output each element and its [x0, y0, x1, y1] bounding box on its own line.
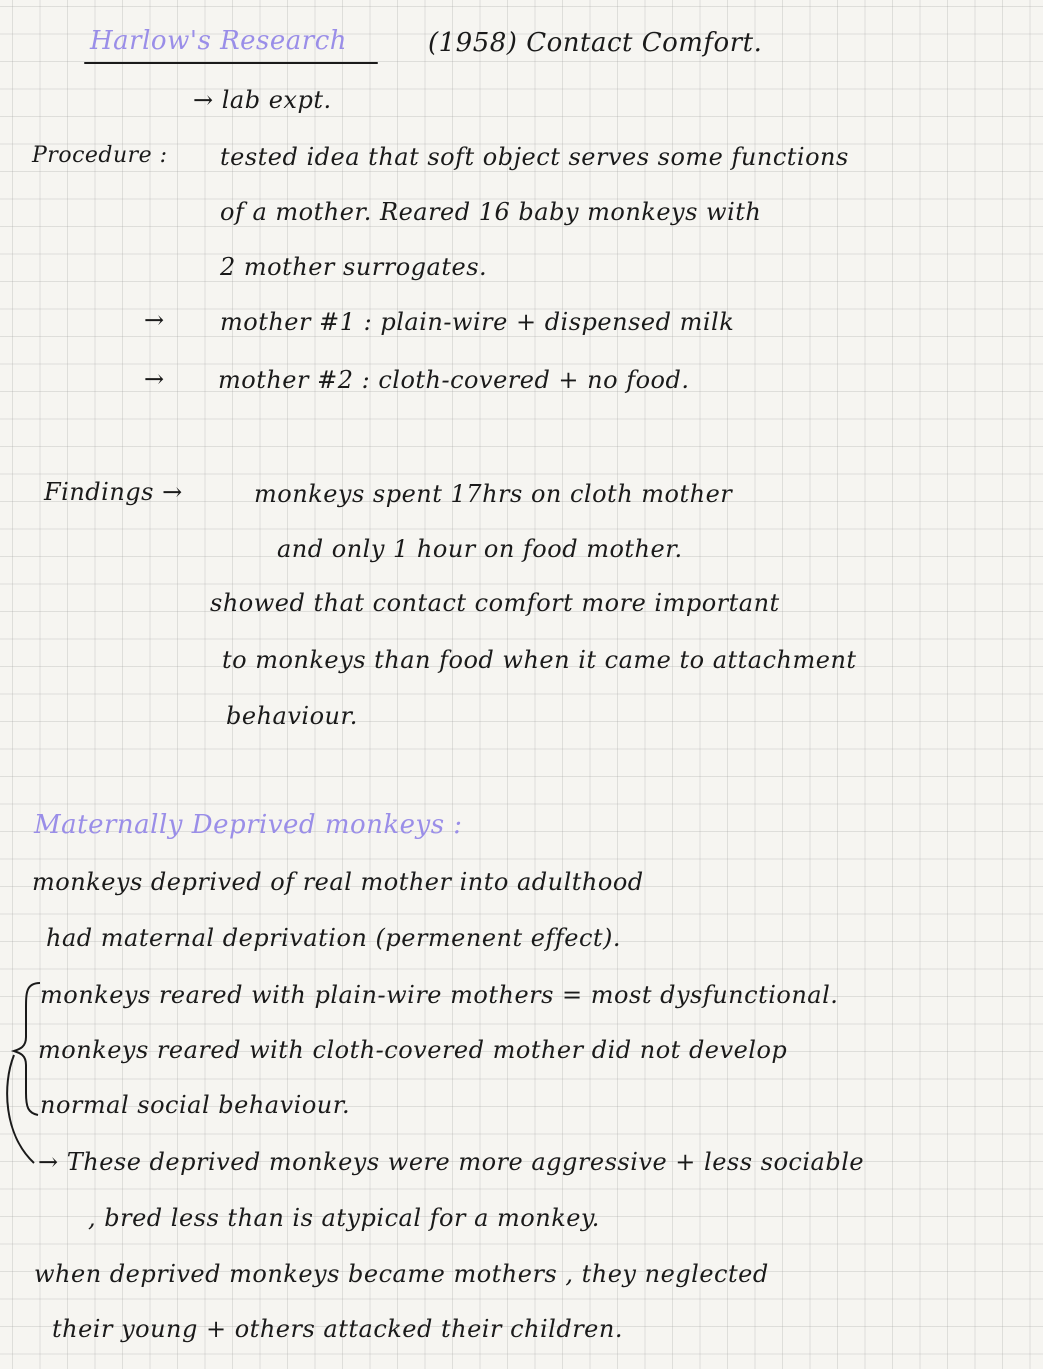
procedure-line: tested idea that soft object serves some functions — [220, 143, 849, 171]
note-line: normal social behaviour. — [40, 1091, 351, 1119]
section-title-deprived: Maternally Deprived monkeys : — [34, 810, 463, 840]
note-line: when deprived monkeys became mothers , they neglected — [34, 1260, 769, 1288]
note-line: monkeys reared with plain-wire mothers = most dysfunctional. — [40, 981, 839, 1009]
note-line: monkeys deprived of real mother into adulthood — [32, 868, 644, 896]
findings-line: showed that contact comfort more important — [210, 589, 780, 617]
procedure-label: Procedure : — [32, 143, 168, 168]
title-underline — [84, 62, 378, 64]
note-line: had maternal deprivation (permenent effect). — [46, 924, 622, 952]
lab-experiment-note: → lab expt. — [193, 86, 332, 114]
findings-line: to monkeys than food when it came to attachment — [222, 646, 857, 674]
year-topic: (1958) Contact Comfort. — [428, 28, 763, 58]
mother-2-description: mother #2 : cloth-covered + no food. — [218, 366, 690, 394]
findings-line: behaviour. — [226, 702, 358, 730]
procedure-line: of a mother. Reared 16 baby monkeys with — [220, 198, 762, 226]
arrow-icon: → — [144, 365, 165, 393]
mother-1-description: mother #1 : plain-wire + dispensed milk — [220, 308, 735, 336]
note-line: , bred less than is atypical for a monkey. — [88, 1204, 600, 1232]
note-line: monkeys reared with cloth-covered mother did not develop — [38, 1036, 788, 1064]
note-line: → These deprived monkeys were more aggressive + less sociable — [38, 1148, 865, 1176]
findings-line: and only 1 hour on food mother. — [277, 535, 683, 563]
section-title-harlow: Harlow's Research — [90, 26, 348, 56]
arrow-icon: → — [144, 306, 165, 334]
findings-label: Findings → — [44, 478, 183, 506]
procedure-line: 2 mother surrogates. — [220, 253, 488, 281]
findings-line: monkeys spent 17hrs on cloth mother — [254, 480, 733, 508]
note-line: their young + others attacked their children. — [52, 1315, 623, 1343]
